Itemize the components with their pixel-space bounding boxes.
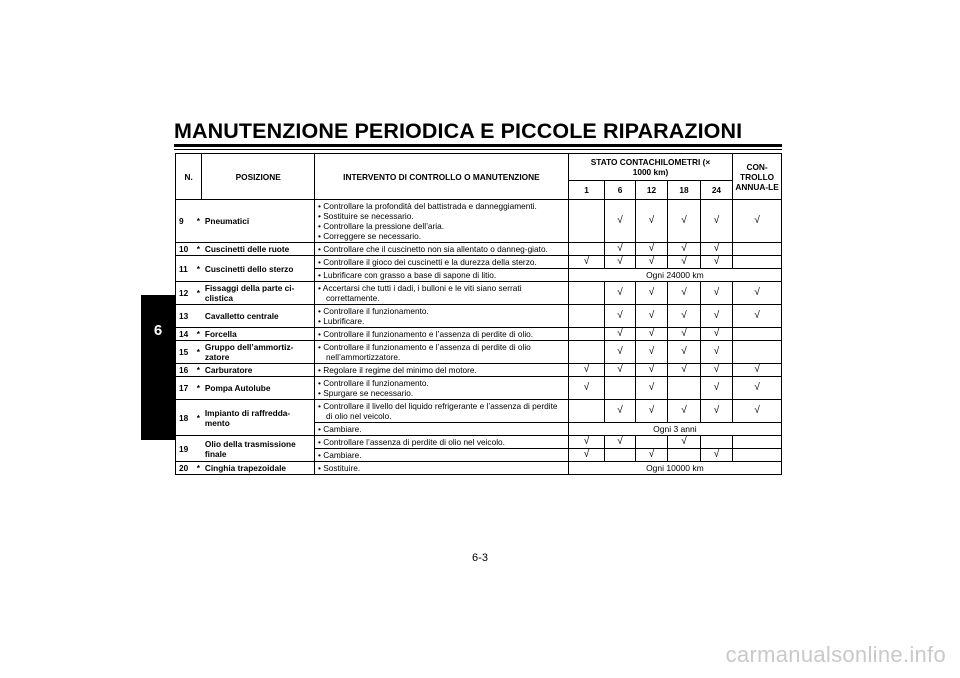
check-cell: √: [700, 364, 733, 377]
check-cell: √: [700, 282, 733, 305]
action-item: • Accertarsi che tutti i dadi, i bulloni e le viti siano serrati correttamente.: [318, 283, 522, 303]
check-cell: √: [568, 377, 605, 400]
table-row: [176, 400, 782, 423]
row-position: Gruppo dell’ammortiz-zatore: [202, 341, 315, 364]
check-cell: √: [605, 305, 635, 328]
check-cell: √: [700, 200, 733, 243]
check-cell: √: [605, 200, 635, 243]
action-item: • Controllare il funzionamento.: [318, 306, 429, 316]
row-position: Cuscinetti dello sterzo: [202, 256, 315, 282]
row-number: 16: [176, 364, 194, 377]
row-number: 14: [176, 328, 194, 341]
chapter-tab: [141, 295, 175, 440]
check-cell: √: [568, 436, 605, 449]
check-cell: [733, 449, 782, 462]
check-cell: √: [668, 256, 700, 269]
row-star-marker: *: [194, 243, 202, 256]
check-cell: √: [605, 436, 635, 449]
check-cell: √: [605, 400, 635, 423]
check-cell: √: [668, 243, 700, 256]
check-cell: √: [605, 341, 635, 364]
row-position: Cinghia trapezoidale: [202, 462, 315, 475]
action-item: • Controllare la profondità del battistrada e danneggiamenti.: [318, 201, 537, 211]
check-cell: √: [700, 341, 733, 364]
action-item: • Controllare il funzionamento e l’assenza di perdite di olio.: [318, 329, 534, 339]
row-position: Olio della trasmissione finale: [202, 436, 315, 462]
check-cell: √: [668, 305, 700, 328]
check-cell: [568, 282, 605, 305]
check-cell: √: [605, 328, 635, 341]
row-sub-action: [315, 449, 569, 462]
row-action: [315, 462, 569, 475]
row-action: [315, 436, 569, 449]
header-row: [176, 154, 782, 181]
row-action: [315, 256, 569, 269]
check-cell: √: [700, 305, 733, 328]
action-item: • Sostituire.: [318, 463, 361, 473]
check-cell: √: [668, 282, 700, 305]
row-number: 19: [176, 436, 194, 462]
action-item: • Controllare il funzionamento.: [318, 378, 429, 388]
check-cell: √: [668, 436, 700, 449]
row-number: 20: [176, 462, 194, 475]
check-cell: √: [635, 328, 667, 341]
header-odometer-col: 1: [568, 181, 605, 200]
row-position: Pompa Autolube: [202, 377, 315, 400]
header-position: POSIZIONE: [202, 154, 315, 200]
chapter-number: 6: [153, 322, 163, 339]
check-cell: [568, 328, 605, 341]
check-cell: √: [733, 282, 782, 305]
action-item: • Lubrificare con grasso a base di sapone di litio.: [318, 270, 497, 280]
header-action: INTERVENTO DI CONTROLLO O MANUTENZIONE: [315, 154, 569, 200]
action-item: • Cambiare.: [318, 424, 362, 434]
check-cell: √: [733, 200, 782, 243]
check-cell: √: [668, 341, 700, 364]
row-star-marker: *: [194, 462, 202, 475]
check-cell: [733, 328, 782, 341]
check-cell: √: [605, 364, 635, 377]
row-position: Impianto di raffredda-mento: [202, 400, 315, 436]
check-cell: [568, 243, 605, 256]
check-cell: [605, 377, 635, 400]
row-number: 12: [176, 282, 194, 305]
header-n: N.: [176, 154, 202, 200]
interval-span: Ogni 3 anni: [568, 423, 781, 436]
check-cell: [668, 377, 700, 400]
page-title: MANUTENZIONE PERIODICA E PICCOLE RIPARAZIONI: [174, 119, 743, 143]
row-number: 15: [176, 341, 194, 364]
row-star-marker: *: [194, 377, 202, 400]
check-cell: √: [635, 200, 667, 243]
check-cell: [568, 341, 605, 364]
header-odometer-col: 6: [605, 181, 635, 200]
row-position: Fissaggi della parte ci-clistica: [202, 282, 315, 305]
check-cell: [733, 256, 782, 269]
check-cell: √: [700, 243, 733, 256]
row-star-marker: *: [194, 400, 202, 436]
check-cell: √: [605, 282, 635, 305]
check-cell: √: [568, 364, 605, 377]
check-cell: √: [635, 449, 667, 462]
row-action: [315, 328, 569, 341]
row-sub-action: [315, 269, 569, 282]
check-cell: √: [635, 400, 667, 423]
check-cell: √: [700, 328, 733, 341]
row-action: [315, 400, 569, 423]
check-cell: [568, 305, 605, 328]
check-cell: √: [605, 256, 635, 269]
check-cell: √: [635, 282, 667, 305]
table-row: [176, 462, 782, 475]
row-star-marker: [194, 305, 202, 328]
table-row: [176, 282, 782, 305]
check-cell: √: [668, 364, 700, 377]
header-odometer-col: 24: [700, 181, 733, 200]
table-row: [176, 243, 782, 256]
check-cell: √: [733, 377, 782, 400]
row-star-marker: *: [194, 341, 202, 364]
row-action: [315, 282, 569, 305]
check-cell: [733, 436, 782, 449]
check-cell: [733, 341, 782, 364]
row-position: Carburatore: [202, 364, 315, 377]
header-odometer-col: 18: [668, 181, 700, 200]
page-number: 6-3: [472, 552, 488, 564]
row-star-marker: *: [194, 282, 202, 305]
row-number: 17: [176, 377, 194, 400]
action-item: • Controllare l’assenza di perdite di olio nel veicolo.: [318, 437, 505, 447]
action-item: • Lubrificare.: [318, 316, 365, 326]
check-cell: [700, 436, 733, 449]
row-action: [315, 341, 569, 364]
row-position: Forcella: [202, 328, 315, 341]
row-action: [315, 200, 569, 243]
action-item: • Controllare che il cuscinetto non sia allentato o danneg-giato.: [318, 244, 548, 254]
row-number: 13: [176, 305, 194, 328]
check-cell: √: [568, 449, 605, 462]
check-cell: √: [668, 328, 700, 341]
action-item: • Correggere se necessario.: [318, 231, 422, 241]
check-cell: √: [568, 256, 605, 269]
check-cell: √: [733, 364, 782, 377]
action-item: • Spurgare se necessario.: [318, 388, 414, 398]
check-cell: √: [733, 400, 782, 423]
table-row: [176, 377, 782, 400]
title-rule-thick: [174, 144, 782, 147]
interval-span: Ogni 10000 km: [568, 462, 781, 475]
title-rule-thin: [174, 149, 782, 150]
check-cell: √: [635, 305, 667, 328]
check-cell: √: [668, 400, 700, 423]
row-star-marker: *: [194, 364, 202, 377]
check-cell: √: [668, 200, 700, 243]
check-cell: √: [700, 256, 733, 269]
check-cell: [605, 449, 635, 462]
table-row: [176, 364, 782, 377]
row-action: [315, 364, 569, 377]
check-cell: √: [700, 377, 733, 400]
check-cell: √: [635, 377, 667, 400]
check-cell: √: [700, 400, 733, 423]
row-star-marker: *: [194, 328, 202, 341]
row-number: 18: [176, 400, 194, 436]
row-position: Pneumatici: [202, 200, 315, 243]
action-item: • Controllare il livello del liquido refrigerante e l’assenza di perdite di olio nel veicolo.: [318, 401, 558, 421]
header-odometer-col: 12: [635, 181, 667, 200]
action-item: • Controllare il gioco dei cuscinetti e la durezza della sterzo.: [318, 257, 537, 267]
check-cell: √: [635, 364, 667, 377]
maintenance-table: [175, 153, 782, 475]
row-number: 11: [176, 256, 194, 282]
action-item: • Controllare la pressione dell’aria.: [318, 221, 445, 231]
table-row: [176, 305, 782, 328]
table-row: [176, 200, 782, 243]
table-row: [176, 256, 782, 269]
action-item: • Regolare il regime del minimo del motore.: [318, 365, 477, 375]
action-item: • Sostituire se necessario.: [318, 211, 414, 221]
row-number: 9: [176, 200, 194, 243]
row-sub-action: [315, 423, 569, 436]
row-position: Cavalletto centrale: [202, 305, 315, 328]
check-cell: [568, 200, 605, 243]
check-cell: √: [635, 341, 667, 364]
row-action: [315, 377, 569, 400]
check-cell: √: [635, 256, 667, 269]
table-row: [176, 436, 782, 449]
row-number: 10: [176, 243, 194, 256]
check-cell: √: [635, 243, 667, 256]
check-cell: √: [700, 449, 733, 462]
header-annual: CON-TROLLO ANNUA-LE: [733, 154, 782, 200]
check-cell: [635, 436, 667, 449]
interval-span: Ogni 24000 km: [568, 269, 781, 282]
check-cell: [568, 400, 605, 423]
table-row: [176, 328, 782, 341]
row-star-marker: [194, 436, 202, 462]
check-cell: [733, 243, 782, 256]
check-cell: √: [733, 305, 782, 328]
action-item: • Controllare il funzionamento e l’assenza di perdite di olio nell’ammortizzatore.: [318, 342, 531, 362]
check-cell: [668, 449, 700, 462]
watermark: carmanualsonline.info: [725, 642, 946, 667]
row-action: [315, 305, 569, 328]
row-action: [315, 243, 569, 256]
row-position: Cuscinetti delle ruote: [202, 243, 315, 256]
action-item: • Cambiare.: [318, 450, 362, 460]
header-odometer: STATO CONTACHILOMETRI (× 1000 km): [568, 154, 732, 181]
check-cell: √: [605, 243, 635, 256]
row-star-marker: *: [194, 256, 202, 282]
table-row: [176, 341, 782, 364]
row-star-marker: *: [194, 200, 202, 243]
